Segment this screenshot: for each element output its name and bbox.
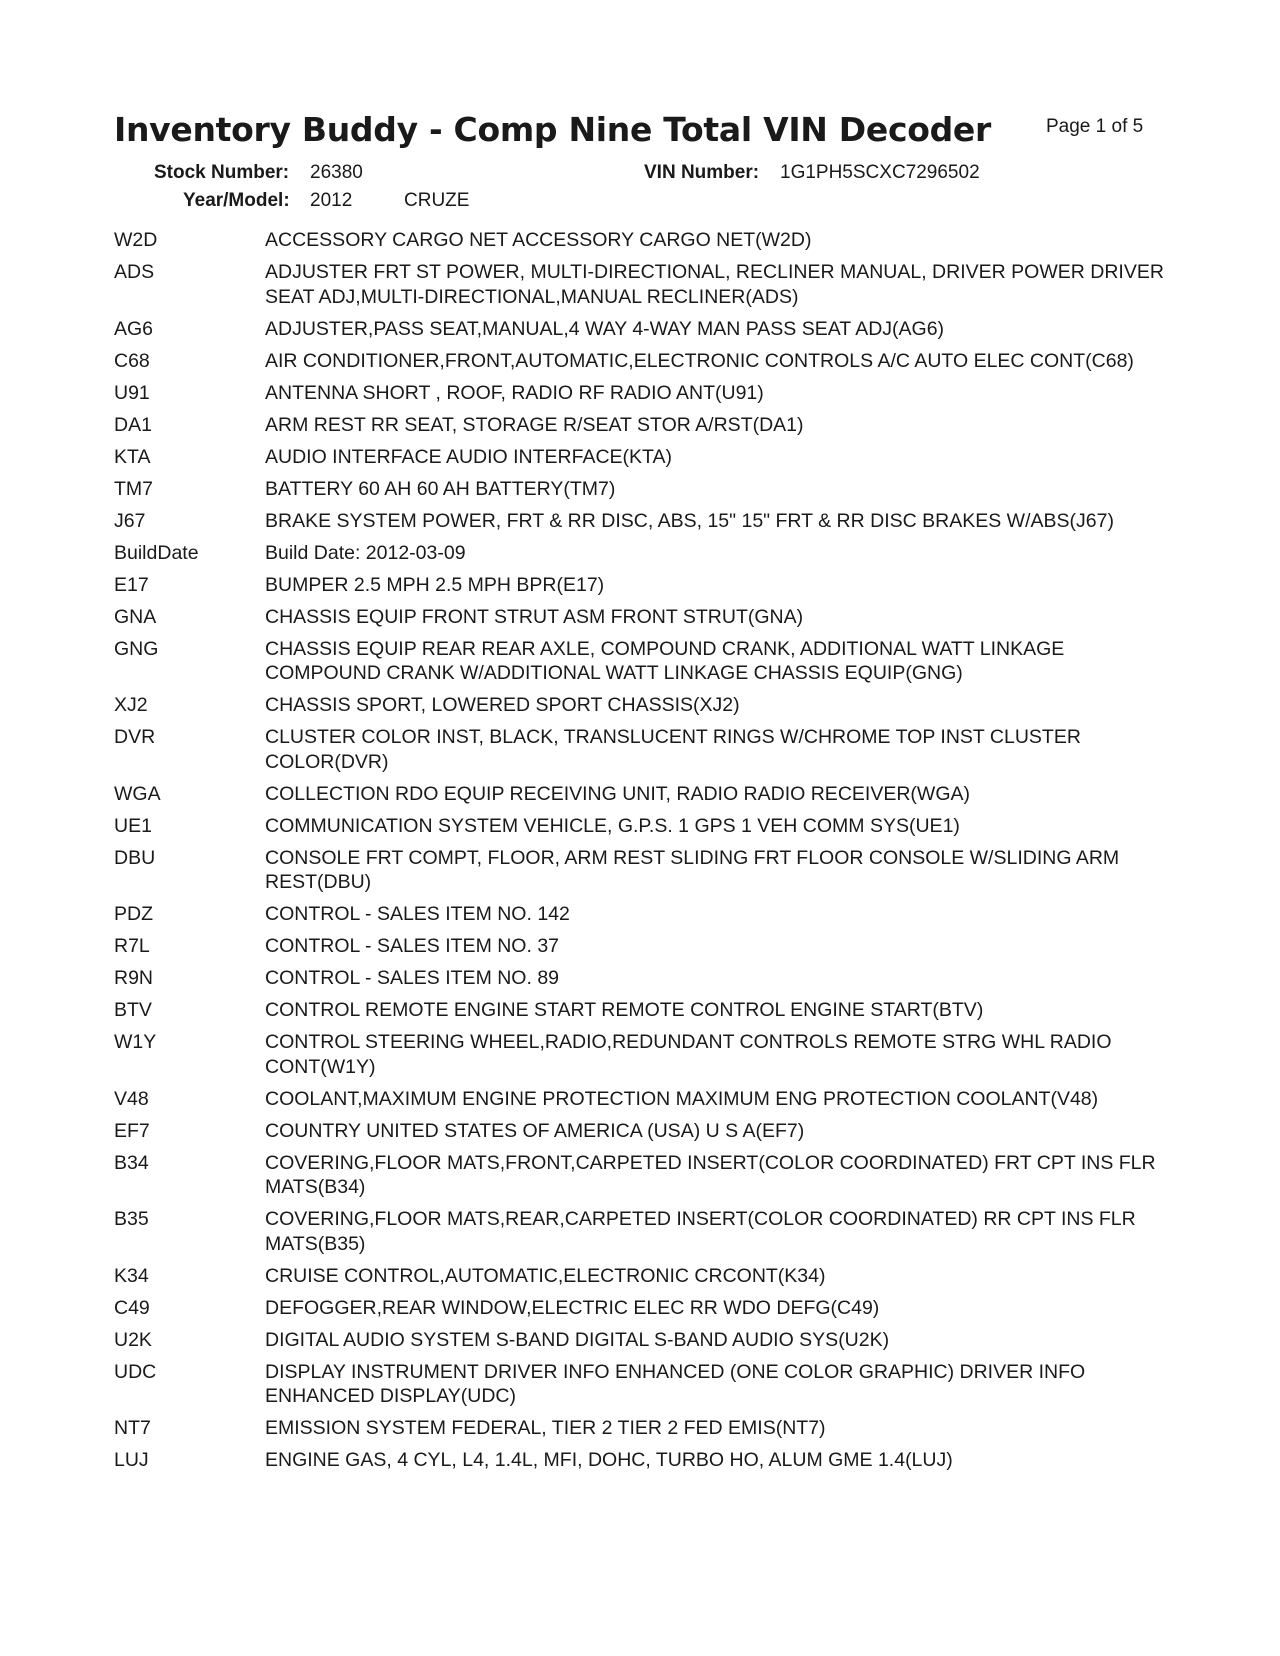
option-row: [114, 1151, 1174, 1200]
option-code: DA1: [114, 413, 152, 436]
option-description: ANTENNA SHORT , ROOF, RADIO RF RADIO ANT(U91): [265, 381, 764, 404]
option-row: [114, 934, 1174, 959]
option-code: E17: [114, 573, 149, 596]
option-description: CONTROL STEERING WHEEL,RADIO,REDUNDANT CONTROLS REMOTE STRG WHL RADIO CONT(W1Y): [265, 1031, 1112, 1078]
option-row: [114, 725, 1174, 774]
option-row: [114, 814, 1174, 839]
option-code: XJ2: [114, 694, 148, 716]
option-description: AIR CONDITIONER,FRONT,AUTOMATIC,ELECTRONIC CONTROLS A/C AUTO ELEC CONT(C68): [265, 349, 1134, 372]
option-code: U91: [114, 381, 150, 404]
option-description: CRUISE CONTROL,AUTOMATIC,ELECTRONIC CRCONT(K34): [265, 1264, 826, 1287]
option-row: [114, 228, 1174, 253]
option-code: BuildDate: [114, 541, 199, 564]
option-row: [114, 605, 1174, 630]
option-code: DVR: [114, 726, 156, 748]
option-row: [114, 1360, 1174, 1409]
model-value: CRUZE: [404, 190, 470, 211]
option-code: PDZ: [114, 903, 153, 925]
option-description: CONTROL - SALES ITEM NO. 142: [265, 903, 570, 925]
option-row: [114, 1207, 1174, 1256]
option-code: ADS: [114, 261, 155, 283]
option-description: CONTROL REMOTE ENGINE START REMOTE CONTROL ENGINE START(BTV): [265, 999, 984, 1021]
option-code: B35: [114, 1208, 149, 1230]
option-code: GNA: [114, 605, 157, 628]
option-code-list: [114, 228, 1174, 1480]
option-row: [114, 1328, 1174, 1353]
option-description: BRAKE SYSTEM POWER, FRT & RR DISC, ABS, 15" 15" FRT & RR DISC BRAKES W/ABS(J67): [265, 509, 1114, 532]
option-description: Build Date: 2012-03-09: [265, 541, 466, 564]
option-code: BTV: [114, 999, 152, 1021]
option-code: LUJ: [114, 1449, 149, 1471]
document-title: Inventory Buddy - Comp Nine Total VIN Decoder: [114, 110, 991, 149]
option-code: WGA: [114, 782, 161, 805]
stock-number-value: 26380: [310, 162, 363, 183]
option-row: [114, 1416, 1174, 1441]
option-row: [114, 846, 1174, 895]
option-row: [114, 1296, 1174, 1321]
option-description: COLLECTION RDO EQUIP RECEIVING UNIT, RADIO RADIO RECEIVER(WGA): [265, 782, 970, 805]
page-number: Page 1 of 5: [1046, 116, 1144, 137]
option-row: [114, 573, 1174, 598]
option-code: UE1: [114, 814, 152, 837]
option-row: [114, 541, 1174, 566]
option-code: AG6: [114, 317, 154, 340]
vin-number-value: 1G1PH5SCXC7296502: [780, 162, 980, 183]
option-description: CLUSTER COLOR INST, BLACK, TRANSLUCENT RINGS W/CHROME TOP INST CLUSTER COLOR(DVR): [265, 726, 1081, 773]
option-row: [114, 445, 1174, 470]
option-row: [114, 998, 1174, 1023]
option-row: [114, 693, 1174, 718]
option-description: CHASSIS EQUIP REAR REAR AXLE, COMPOUND CRANK, ADDITIONAL WATT LINKAGE COMPOUND CRANK W/ADDITIONAL WATT LINKAGE CHASSIS EQUIP(GNG): [265, 637, 1065, 684]
option-row: [114, 1264, 1174, 1289]
option-row: [114, 381, 1174, 406]
option-row: [114, 966, 1174, 991]
option-code: U2K: [114, 1328, 152, 1351]
option-code: KTA: [114, 445, 151, 468]
option-description: COVERING,FLOOR MATS,REAR,CARPETED INSERT(COLOR COORDINATED) RR CPT INS FLR MATS(B35): [265, 1208, 1136, 1255]
option-description: ENGINE GAS, 4 CYL, L4, 1.4L, MFI, DOHC, TURBO HO, ALUM GME 1.4(LUJ): [265, 1449, 953, 1471]
option-row: [114, 260, 1174, 309]
option-code: W1Y: [114, 1031, 157, 1053]
option-row: [114, 637, 1174, 686]
option-row: [114, 349, 1174, 374]
option-code: B34: [114, 1151, 149, 1174]
option-row: [114, 1448, 1174, 1473]
option-description: COVERING,FLOOR MATS,FRONT,CARPETED INSERT(COLOR COORDINATED) FRT CPT INS FLR MATS(B34): [265, 1151, 1156, 1198]
option-code: DBU: [114, 846, 156, 869]
option-description: ADJUSTER,PASS SEAT,MANUAL,4 WAY 4-WAY MAN PASS SEAT ADJ(AG6): [265, 317, 945, 340]
option-row: [114, 902, 1174, 927]
option-description: COOLANT,MAXIMUM ENGINE PROTECTION MAXIMUM ENG PROTECTION COOLANT(V48): [265, 1087, 1099, 1110]
year-value: 2012: [310, 190, 353, 211]
option-description: CHASSIS EQUIP FRONT STRUT ASM FRONT STRUT(GNA): [265, 605, 804, 628]
year-model-label: Year/Model:: [183, 190, 290, 211]
option-description: CONSOLE FRT COMPT, FLOOR, ARM REST SLIDING FRT FLOOR CONSOLE W/SLIDING ARM REST(DBU): [265, 846, 1120, 893]
option-description: ADJUSTER FRT ST POWER, MULTI-DIRECTIONAL, RECLINER MANUAL, DRIVER POWER DRIVER SEAT ADJ,MULTI-DIRECTIONAL,MANUAL RECLINER(ADS): [265, 261, 1164, 308]
option-description: BUMPER 2.5 MPH 2.5 MPH BPR(E17): [265, 573, 605, 596]
option-description: ACCESSORY CARGO NET ACCESSORY CARGO NET(W2D): [265, 229, 812, 251]
option-code: V48: [114, 1087, 149, 1110]
option-description: CONTROL - SALES ITEM NO. 37: [265, 935, 560, 957]
option-row: [114, 413, 1174, 438]
option-description: COUNTRY UNITED STATES OF AMERICA (USA) U S A(EF7): [265, 1119, 805, 1142]
option-description: CHASSIS SPORT, LOWERED SPORT CHASSIS(XJ2): [265, 694, 740, 716]
vin-number-label: VIN Number:: [644, 162, 760, 183]
option-description: EMISSION SYSTEM FEDERAL, TIER 2 TIER 2 FED EMIS(NT7): [265, 1417, 826, 1439]
option-row: [114, 509, 1174, 534]
option-code: R7L: [114, 935, 150, 957]
option-code: K34: [114, 1264, 149, 1287]
option-code: GNG: [114, 637, 159, 660]
option-row: [114, 1087, 1174, 1112]
option-description: AUDIO INTERFACE AUDIO INTERFACE(KTA): [265, 445, 673, 468]
option-code: J67: [114, 509, 146, 532]
option-row: [114, 1119, 1174, 1144]
option-description: BATTERY 60 AH 60 AH BATTERY(TM7): [265, 477, 616, 500]
option-code: C68: [114, 349, 150, 372]
option-code: W2D: [114, 229, 158, 251]
option-code: NT7: [114, 1417, 151, 1439]
option-description: CONTROL - SALES ITEM NO. 89: [265, 967, 560, 989]
option-description: DIGITAL AUDIO SYSTEM S-BAND DIGITAL S-BAND AUDIO SYS(U2K): [265, 1328, 890, 1351]
option-code: EF7: [114, 1119, 150, 1142]
option-code: UDC: [114, 1360, 157, 1383]
option-row: [114, 477, 1174, 502]
option-description: COMMUNICATION SYSTEM VEHICLE, G.P.S. 1 GPS 1 VEH COMM SYS(UE1): [265, 814, 960, 837]
option-code: TM7: [114, 477, 153, 500]
option-description: ARM REST RR SEAT, STORAGE R/SEAT STOR A/RST(DA1): [265, 413, 804, 436]
option-row: [114, 317, 1174, 342]
option-description: DISPLAY INSTRUMENT DRIVER INFO ENHANCED (ONE COLOR GRAPHIC) DRIVER INFO ENHANCED DISPLAY(UDC): [265, 1360, 1086, 1407]
option-code: R9N: [114, 967, 154, 989]
option-row: [114, 1030, 1174, 1079]
option-code: C49: [114, 1296, 150, 1319]
option-description: DEFOGGER,REAR WINDOW,ELECTRIC ELEC RR WDO DEFG(C49): [265, 1296, 880, 1319]
stock-number-label: Stock Number:: [154, 162, 290, 183]
option-row: [114, 782, 1174, 807]
